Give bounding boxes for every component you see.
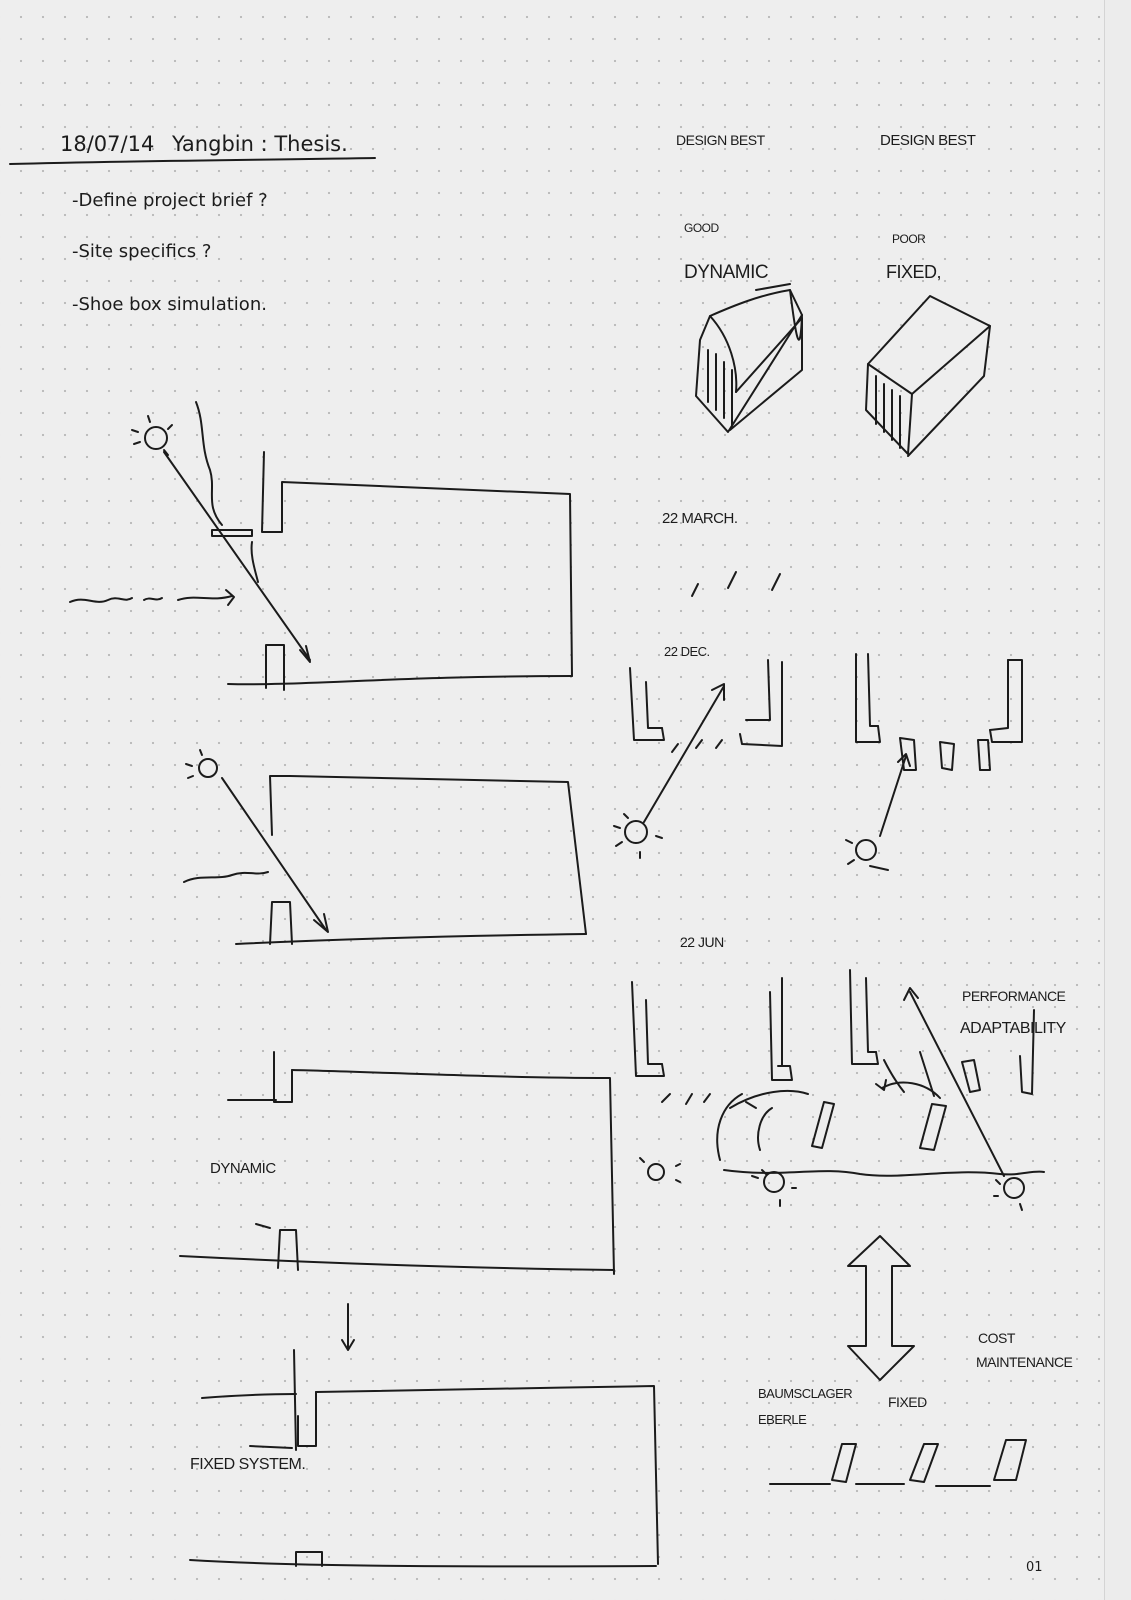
page-number: 01 — [1026, 1560, 1043, 1575]
fixed-box-sketch — [866, 296, 990, 456]
label-baumschlager: BAUMSCLAGER — [758, 1386, 853, 1401]
date-22-jun: 22 JUN — [680, 934, 724, 950]
dec-dynamic-sketch — [614, 660, 782, 858]
jun-ground-line — [724, 1170, 1044, 1176]
sun-icon — [145, 427, 167, 449]
rating-good: GOOD — [684, 221, 719, 235]
sun-icon — [199, 759, 217, 777]
note-site-specifics: -Site specifics ? — [72, 241, 212, 262]
header-title: Yangbin : Thesis. — [172, 132, 348, 156]
header-date: 18/07/14 — [60, 132, 155, 156]
type-fixed: FIXED, — [886, 262, 942, 282]
label-performance: PERFORMANCE — [962, 988, 1066, 1004]
label-adaptability: ADAPTABILITY — [960, 1020, 1066, 1037]
rating-poor: POOR — [892, 232, 926, 246]
label-cost: COST — [978, 1330, 1015, 1346]
sun-icon — [764, 1172, 784, 1192]
type-dynamic: DYNAMIC — [684, 262, 769, 283]
label-fixed: FIXED — [888, 1394, 927, 1410]
sun-icon — [648, 1164, 664, 1180]
dynamic-section — [180, 1052, 614, 1350]
fin-comparison — [770, 1440, 1026, 1486]
march-louvres — [692, 572, 780, 596]
sun-icon — [1004, 1178, 1024, 1198]
section-sun-high — [70, 402, 572, 690]
double-arrow — [848, 1236, 914, 1380]
section-sun-low — [184, 750, 586, 944]
label-fixed-system: FIXED SYSTEM. — [190, 1456, 306, 1473]
design-best-heading-left: DESIGN BEST — [676, 132, 765, 148]
overhang-shade — [212, 530, 252, 536]
label-eberle: EBERLE — [758, 1412, 807, 1427]
header-underline — [10, 158, 375, 164]
dynamic-box-sketch — [696, 284, 802, 432]
sun-icon — [856, 840, 876, 860]
design-best-heading-right: DESIGN BEST — [880, 132, 976, 149]
note-project-brief: -Define project brief ? — [72, 190, 268, 211]
label-maintenance: MAINTENANCE — [976, 1354, 1073, 1370]
date-22-dec: 22 DEC. — [664, 644, 710, 659]
dec-fixed-sketch — [846, 654, 1022, 870]
label-dynamic: DYNAMIC — [210, 1160, 276, 1177]
note-shoe-box: -Shoe box simulation. — [72, 294, 267, 315]
date-22-march: 22 MARCH. — [662, 510, 738, 527]
sun-icon — [625, 821, 647, 843]
